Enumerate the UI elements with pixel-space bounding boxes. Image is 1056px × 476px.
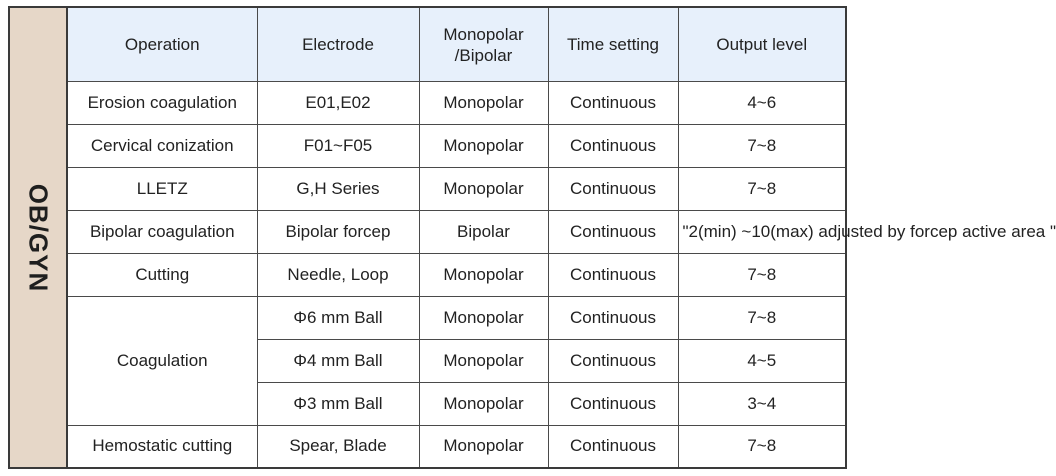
cell-time: Continuous (548, 210, 678, 253)
header-row (68, 8, 845, 82)
cell-mode: Monopolar (419, 339, 548, 382)
cell-electrode: G,H Series (257, 167, 419, 210)
cell-output: 7~8 (678, 296, 845, 339)
cell-mode: Monopolar (419, 296, 548, 339)
table-row (68, 124, 845, 167)
header-electrode: Electrode (257, 8, 419, 82)
cell-electrode: Needle, Loop (257, 253, 419, 296)
cell-electrode: E01,E02 (257, 82, 419, 125)
table-row (68, 210, 845, 253)
cell-mode: Monopolar (419, 382, 548, 425)
cell-electrode: Φ3 mm Ball (257, 382, 419, 425)
cell-time: Continuous (548, 425, 678, 467)
category-column (10, 8, 68, 467)
cell-operation: Hemostatic cutting (68, 425, 257, 467)
category-label: OB/GYN (23, 183, 54, 292)
table-row (68, 82, 845, 125)
cell-time: Continuous (548, 339, 678, 382)
cell-time: Continuous (548, 296, 678, 339)
cell-output: 7~8 (678, 167, 845, 210)
cell-mode: Monopolar (419, 167, 548, 210)
header-operation: Operation (68, 8, 257, 82)
cell-operation: Cutting (68, 253, 257, 296)
cell-mode: Monopolar (419, 253, 548, 296)
cell-output: 3~4 (678, 382, 845, 425)
cell-output: 7~8 (678, 253, 845, 296)
cell-mode: Monopolar (419, 124, 548, 167)
header-time-setting: Time setting (548, 8, 678, 82)
cell-operation: Bipolar coagulation (68, 210, 257, 253)
settings-grid (68, 8, 1056, 467)
cell-output: 7~8 (678, 124, 845, 167)
cell-time: Continuous (548, 253, 678, 296)
cell-time: Continuous (548, 167, 678, 210)
cell-electrode: Φ6 mm Ball (257, 296, 419, 339)
cell-mode: Monopolar (419, 82, 548, 125)
table-row (68, 425, 845, 467)
table-row (68, 253, 845, 296)
cell-electrode: F01~F05 (257, 124, 419, 167)
header-output-level: Output level (678, 8, 845, 82)
cell-operation-group: Coagulation (68, 296, 257, 425)
ob-gyn-settings-table (8, 6, 1056, 469)
cell-operation: Erosion coagulation (68, 82, 257, 125)
cell-mode: Bipolar (419, 210, 548, 253)
cell-time: Continuous (548, 82, 678, 125)
cell-time: Continuous (548, 124, 678, 167)
cell-electrode: Bipolar forcep (257, 210, 419, 253)
cell-operation: Cervical conization (68, 124, 257, 167)
cell-electrode: Φ4 mm Ball (257, 339, 419, 382)
cell-time: Continuous (548, 382, 678, 425)
cell-electrode: Spear, Blade (257, 425, 419, 467)
table-row (68, 167, 845, 210)
cell-mode: Monopolar (419, 425, 548, 467)
table-row (68, 296, 845, 339)
cell-operation: LLETZ (68, 167, 257, 210)
cell-output: "2(min) ~10(max) adjusted by forcep active area " (678, 210, 845, 253)
cell-output: 7~8 (678, 425, 845, 467)
cell-output: 4~6 (678, 82, 845, 125)
header-mode: Monopolar /Bipolar (419, 8, 548, 82)
cell-output: 4~5 (678, 339, 845, 382)
